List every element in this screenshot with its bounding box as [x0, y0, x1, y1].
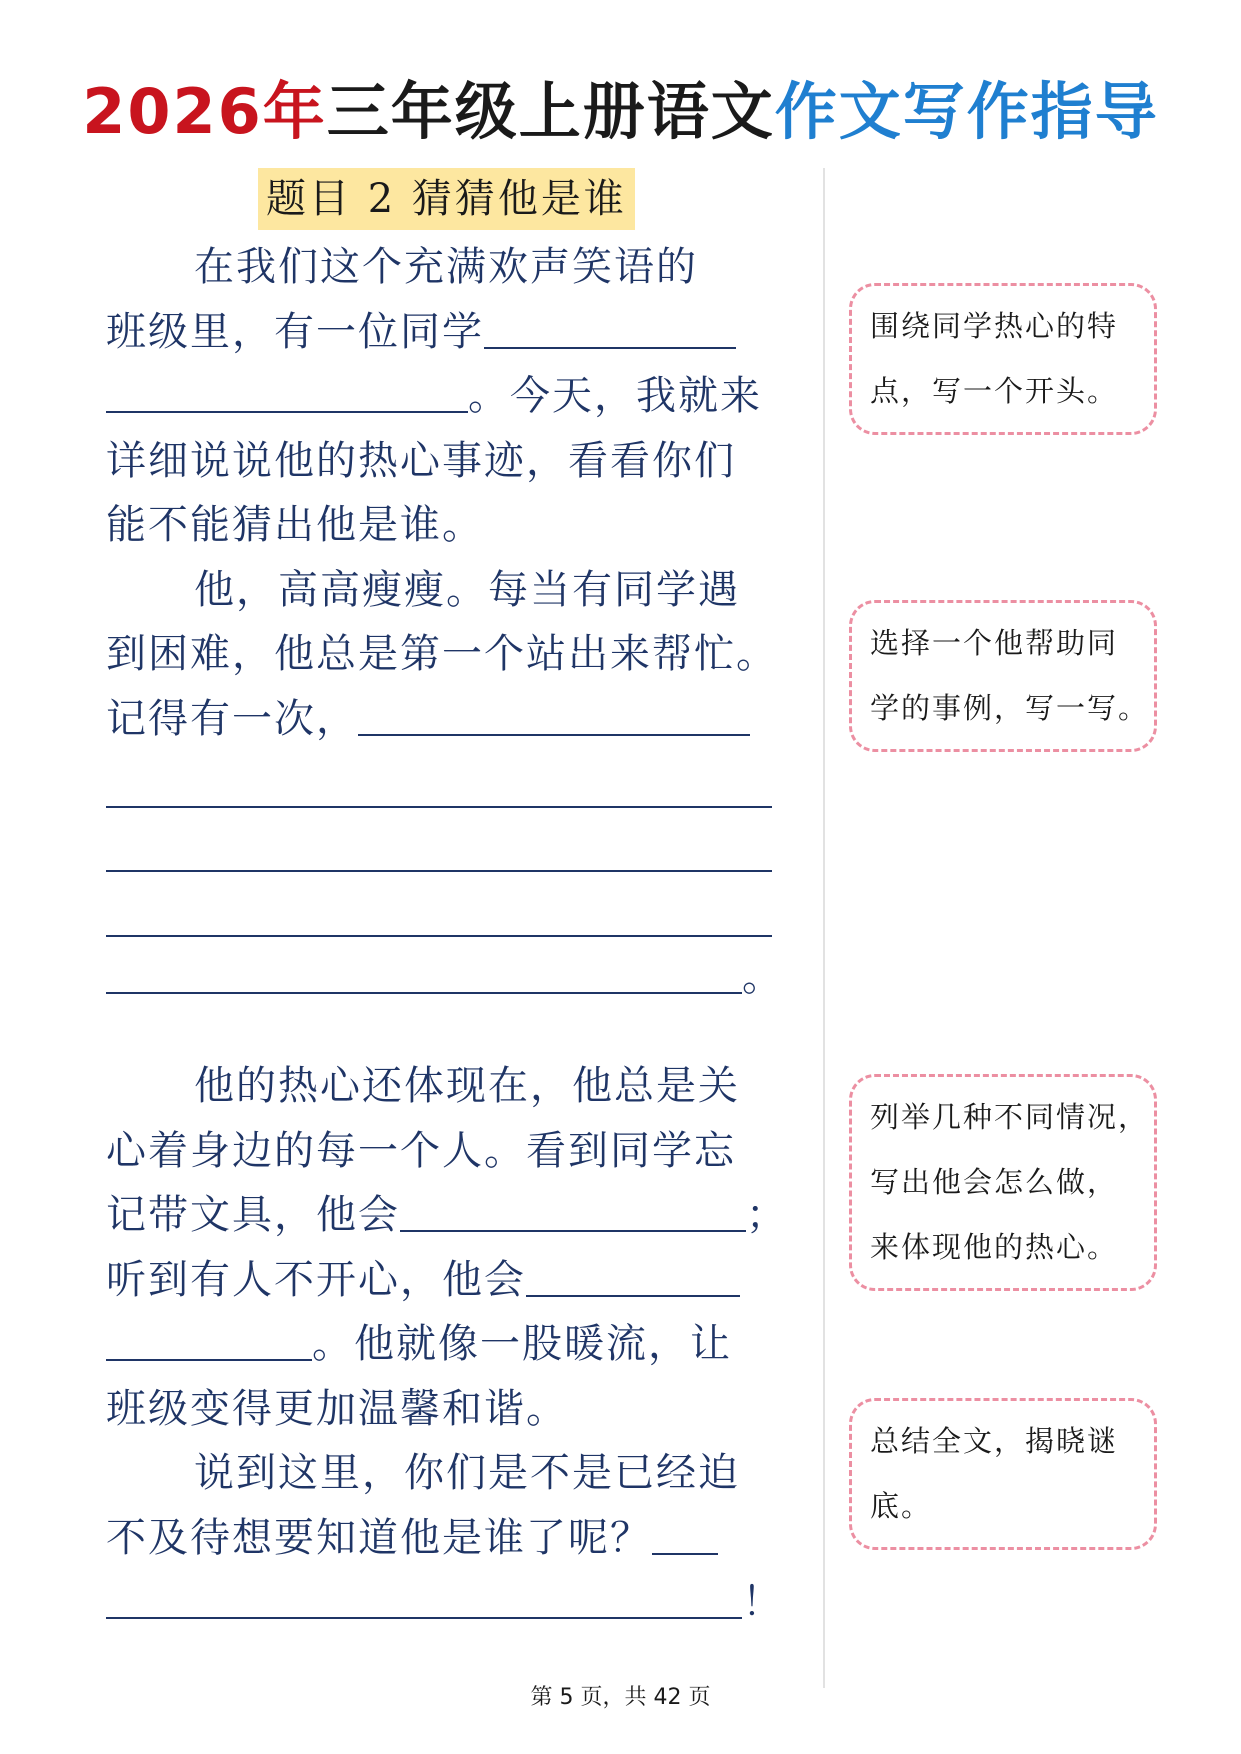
page-title — [0, 72, 1241, 152]
hint-box-example — [849, 600, 1157, 752]
essay-line — [106, 235, 782, 300]
essay-text: ； — [746, 1192, 788, 1238]
essay-line — [106, 364, 782, 429]
essay-text: 。他就像一股暖流，让 — [312, 1321, 732, 1367]
title-year: 2026年 — [82, 75, 327, 148]
essay-text: 心着身边的每一个人。看到同学忘 — [106, 1127, 736, 1174]
hint-text: 底。 — [870, 1489, 933, 1523]
fill-blank[interactable] — [526, 1255, 740, 1297]
hint-text: 选择一个他帮助同 — [870, 626, 1119, 660]
column-divider — [823, 168, 825, 1688]
fill-blank[interactable] — [106, 952, 742, 994]
hint-text: 写出他会怎么做， — [870, 1165, 1119, 1199]
essay-line — [106, 687, 782, 752]
essay-line — [106, 945, 782, 1010]
essay-text: 详细说说他的热心事迹，看看你们 — [106, 437, 736, 484]
hint-text: 学的事例，写一写。 — [870, 691, 1150, 725]
essay-line — [106, 558, 782, 623]
essay-line — [106, 429, 782, 494]
essay-line — [106, 1183, 788, 1248]
topic-heading: 题目 2 猜猜他是谁 — [258, 168, 635, 230]
essay-line — [106, 300, 782, 365]
essay-text: 班级变得更加温馨和谐。 — [106, 1385, 568, 1432]
essay-body — [106, 235, 788, 1635]
hint-box-situations — [849, 1074, 1157, 1291]
essay-text: 不及待想要知道他是谁了呢？ — [106, 1514, 652, 1561]
essay-text: 听到有人不开心，他会 — [106, 1256, 526, 1303]
fill-blank[interactable] — [358, 694, 750, 736]
hint-text: 总结全文，揭晓谜 — [870, 1424, 1119, 1458]
title-grade: 三年级上册语文 — [326, 75, 775, 148]
fill-blank[interactable] — [484, 307, 736, 349]
fill-blank[interactable] — [652, 1513, 718, 1555]
essay-line — [106, 1119, 782, 1184]
hint-text: 点，写一个开头。 — [870, 374, 1119, 408]
fill-blank[interactable] — [106, 1577, 742, 1619]
essay-line — [106, 880, 782, 945]
essay-line — [106, 1312, 782, 1377]
essay-line — [106, 1570, 782, 1635]
essay-text: 在我们这个充满欢声笑语的 — [194, 244, 698, 290]
hint-box-conclusion — [849, 1398, 1157, 1550]
essay-text: 记得有一次， — [106, 695, 358, 742]
essay-text: 。 — [742, 953, 784, 1000]
essay-text: 到困难，他总是第一个站出来帮忙。 — [106, 631, 778, 677]
essay-line — [106, 751, 782, 816]
essay-text: 班级里，有一位同学 — [106, 308, 484, 355]
fill-blank[interactable] — [106, 371, 468, 413]
essay-text: 他的热心还体现在，他总是关 — [194, 1063, 740, 1109]
essay-text: 。今天，我就来 — [468, 373, 762, 419]
hint-text: 围绕同学热心的特 — [870, 309, 1119, 343]
essay-text: 能不能猜出他是谁。 — [106, 502, 484, 548]
fill-blank[interactable] — [106, 870, 772, 872]
fill-blank[interactable] — [106, 1319, 312, 1361]
fill-blank[interactable] — [106, 806, 772, 808]
hint-box-opening — [849, 283, 1157, 435]
fill-blank[interactable] — [400, 1190, 746, 1232]
essay-text: 记带文具，他会 — [106, 1192, 400, 1238]
essay-line — [106, 816, 782, 881]
fill-blank[interactable] — [106, 935, 772, 937]
page-number: 第 5 页，共 42 页 — [530, 1685, 711, 1710]
essay-text: ！ — [742, 1579, 784, 1625]
essay-line — [106, 1441, 782, 1506]
essay-line — [106, 1377, 782, 1442]
essay-line — [106, 1506, 782, 1571]
essay-line — [106, 1054, 782, 1119]
essay-line — [106, 1248, 782, 1313]
title-subject: 作文写作指导 — [774, 75, 1159, 148]
essay-line — [106, 493, 782, 558]
essay-text: 他，高高瘦瘦。每当有同学遇 — [194, 566, 740, 613]
hint-text: 来体现他的热心。 — [870, 1230, 1119, 1264]
essay-text: 说到这里，你们是不是已经迫 — [194, 1450, 740, 1496]
essay-line — [106, 622, 782, 687]
hint-text: 列举几种不同情况， — [870, 1100, 1150, 1134]
